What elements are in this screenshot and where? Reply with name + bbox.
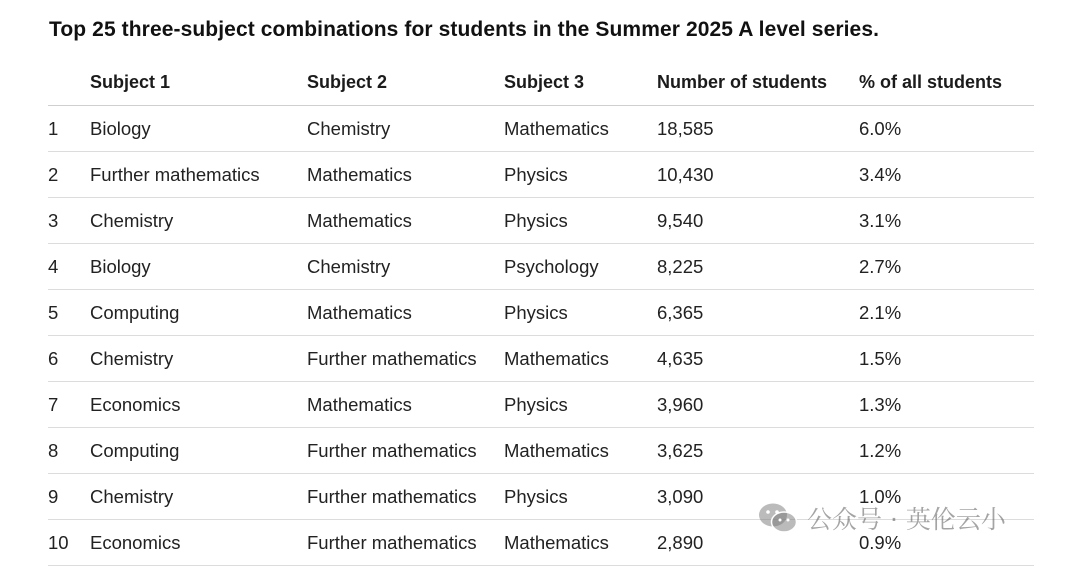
- table-row: [48, 152, 1034, 198]
- percent-cell: 1.0%: [859, 474, 1034, 520]
- subject-3-cell: Mathematics: [504, 428, 657, 474]
- percent-cell: 2.7%: [859, 244, 1034, 290]
- students-count-cell: 3,625: [657, 428, 859, 474]
- subject-2-cell: Mathematics: [307, 382, 504, 428]
- subject-1-cell: Economics: [90, 382, 307, 428]
- table-row: [48, 106, 1034, 152]
- watermark: [757, 500, 1006, 536]
- percent-cell: 2.1%: [859, 290, 1034, 336]
- students-count-cell: 10,430: [657, 152, 859, 198]
- subject-3-cell: Mathematics: [504, 336, 657, 382]
- table-row: [48, 382, 1034, 428]
- subject-3-cell: Psychology: [504, 244, 657, 290]
- rank-cell: 9: [48, 474, 90, 520]
- students-count-cell: 18,585: [657, 106, 859, 152]
- students-count-cell: 6,365: [657, 290, 859, 336]
- subject-1-cell: Computing: [90, 428, 307, 474]
- percent-cell: 3.4%: [859, 152, 1034, 198]
- subject-2-cell: Mathematics: [307, 152, 504, 198]
- subject-2-cell: Further mathematics: [307, 474, 504, 520]
- subject-2-cell: Chemistry: [307, 244, 504, 290]
- watermark-text: 公众号 · 英伦云小: [807, 505, 1006, 534]
- subject-2-cell: Further mathematics: [307, 520, 504, 566]
- rank-cell: 8: [48, 428, 90, 474]
- subject-1-cell: Biology: [90, 106, 307, 152]
- rank-cell: 7: [48, 382, 90, 428]
- subject-3-cell: Mathematics: [504, 520, 657, 566]
- students-count-cell: 2,890: [657, 520, 859, 566]
- subject-1-cell: Chemistry: [90, 474, 307, 520]
- subject-1-cell: Economics: [90, 520, 307, 566]
- rank-cell: 4: [48, 244, 90, 290]
- rank-cell: 3: [48, 198, 90, 244]
- percent-cell: 3.1%: [859, 198, 1034, 244]
- wechat-logo-icon: [757, 501, 799, 535]
- students-count-cell: 3,960: [657, 382, 859, 428]
- header-row: [48, 60, 1034, 106]
- subject-2-cell: Mathematics: [307, 198, 504, 244]
- subject-2-cell: Further mathematics: [307, 428, 504, 474]
- subject-1-cell: Computing: [90, 290, 307, 336]
- percent-cell: 0.9%: [859, 520, 1034, 566]
- students-count-cell: 9,540: [657, 198, 859, 244]
- subject-combinations-table: [48, 60, 1034, 566]
- table-row: [48, 244, 1034, 290]
- table-row: [48, 428, 1034, 474]
- subject-1-cell: Chemistry: [90, 198, 307, 244]
- percent-cell: 1.5%: [859, 336, 1034, 382]
- table-title: Top 25 three-subject combinations for students in the Summer 2025 A level series.: [49, 18, 880, 41]
- rank-cell: 5: [48, 290, 90, 336]
- table-row: [48, 290, 1034, 336]
- table-row: [48, 198, 1034, 244]
- rank-cell: 1: [48, 106, 90, 152]
- header-subject-3: Subject 3: [504, 60, 657, 106]
- rank-cell: 2: [48, 152, 90, 198]
- rank-cell: 10: [48, 520, 90, 566]
- students-count-cell: 3,090: [657, 474, 859, 520]
- header-subject-1: Subject 1: [90, 60, 307, 106]
- header-number-of-students: Number of students: [657, 60, 859, 106]
- header-percent-of-students: % of all students: [859, 60, 1034, 106]
- percent-cell: 6.0%: [859, 106, 1034, 152]
- subject-3-cell: Physics: [504, 382, 657, 428]
- subject-2-cell: Mathematics: [307, 290, 504, 336]
- header-rank: [48, 60, 90, 106]
- students-count-cell: 8,225: [657, 244, 859, 290]
- subject-1-cell: Chemistry: [90, 336, 307, 382]
- subject-1-cell: Biology: [90, 244, 307, 290]
- students-count-cell: 4,635: [657, 336, 859, 382]
- subject-3-cell: Physics: [504, 290, 657, 336]
- percent-cell: 1.3%: [859, 382, 1034, 428]
- rank-cell: 6: [48, 336, 90, 382]
- subject-3-cell: Mathematics: [504, 106, 657, 152]
- percent-cell: 1.2%: [859, 428, 1034, 474]
- subject-3-cell: Physics: [504, 152, 657, 198]
- subject-3-cell: Physics: [504, 474, 657, 520]
- subject-1-cell: Further mathematics: [90, 152, 307, 198]
- subject-3-cell: Physics: [504, 198, 657, 244]
- header-subject-2: Subject 2: [307, 60, 504, 106]
- table-row: [48, 336, 1034, 382]
- subject-2-cell: Further mathematics: [307, 336, 504, 382]
- subject-2-cell: Chemistry: [307, 106, 504, 152]
